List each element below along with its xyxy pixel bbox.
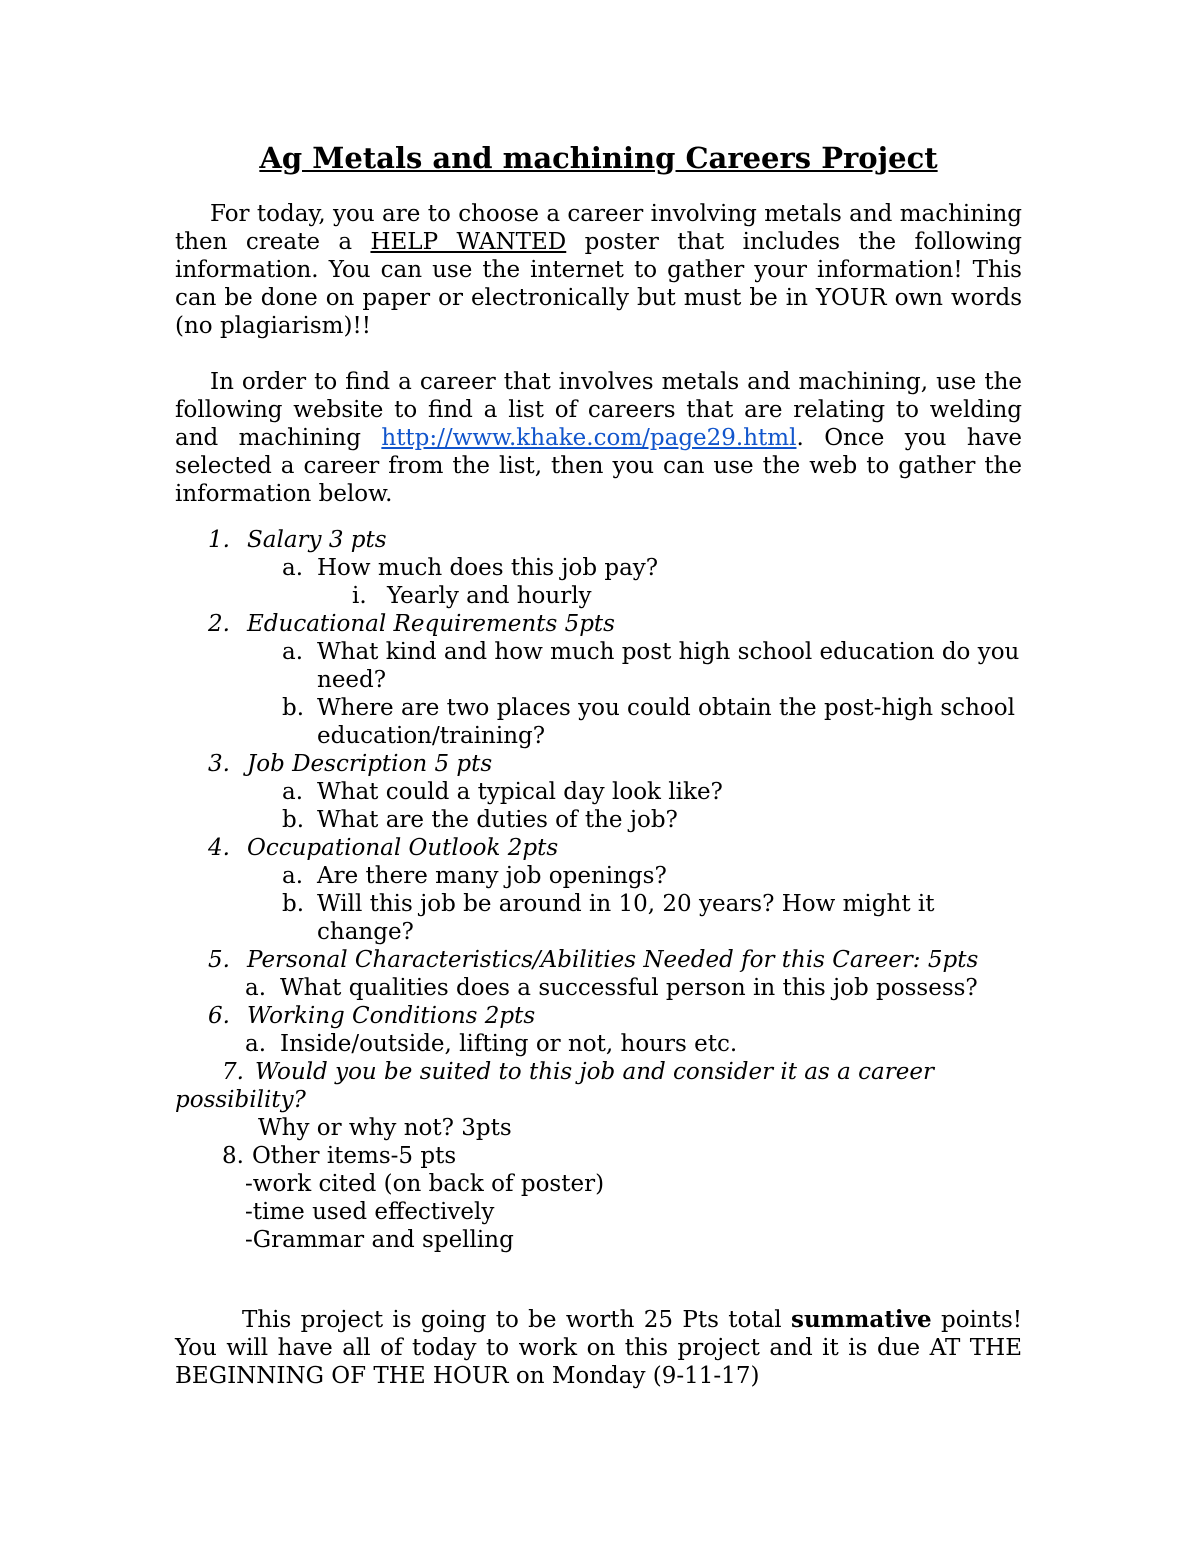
page-title [175, 140, 1022, 176]
outline-text: Are there many job openings? [317, 863, 667, 889]
outline-marker: b. [282, 807, 305, 833]
outline-marker: a. [245, 1031, 267, 1057]
outline-marker: b. [282, 695, 305, 721]
page-title-text: Ag Metals and machining Careers Project [259, 141, 938, 175]
outline-text: Salary 3 pts [247, 527, 387, 553]
footer-text-1: This project is going to be worth 25 Pts total [242, 1307, 792, 1333]
outline-item-outlook-b [175, 890, 1022, 946]
outline-item-job-description [175, 750, 1022, 778]
outline-item-outlook-a [175, 862, 1022, 890]
outline-item-outlook [175, 834, 1022, 862]
outline-text: What kind and how much post high school education do you need? [317, 639, 1020, 693]
outline-text: Occupational Outlook 2pts [247, 835, 559, 861]
outline-text: What are the duties of the job? [317, 807, 678, 833]
outline-text: -Grammar and spelling [245, 1227, 514, 1253]
outline-item-working-conditions-a [175, 1030, 1022, 1058]
footer-paragraph [175, 1306, 1022, 1390]
outline-item-education-a [175, 638, 1022, 694]
outline-text: Job Description 5 pts [247, 751, 493, 777]
outline-item-grammar [175, 1226, 1022, 1254]
outline-marker: 1. [208, 527, 230, 553]
outline-text: Would you be suited to this job and consider it as a career possibility? [175, 1059, 934, 1113]
requirements-outline [175, 526, 1022, 1254]
intro-text-2: poster that includes the following information. You can use the internet to gather your information! This can be done on paper or electronically but must be in YOUR own words (no plagiarism)!! [175, 229, 1022, 339]
outline-marker: 3. [208, 751, 230, 777]
outline-item-education-b [175, 694, 1022, 750]
outline-marker: 6. [208, 1003, 230, 1029]
outline-item-time-used [175, 1198, 1022, 1226]
help-wanted-underlined-text: HELP WANTED [370, 229, 567, 255]
footer-text-2: points! You will have all of today to work on this project and it is due AT THE BEGINNING OF THE HOUR on Monday (9-11-17) [175, 1307, 1022, 1389]
outline-item-education [175, 610, 1022, 638]
outline-marker: a. [282, 779, 304, 805]
website-text-2: . Once you have selected a career from the list, then you can use the web to gather the information below. [175, 425, 1022, 507]
outline-item-characteristics [175, 946, 1022, 974]
outline-marker: a. [282, 863, 304, 889]
outline-text: Will this job be around in 10, 20 years? How might it change? [317, 891, 935, 945]
outline-text: Other items-5 pts [252, 1143, 457, 1169]
outline-item-job-description-a [175, 778, 1022, 806]
outline-item-working-conditions [175, 1002, 1022, 1030]
outline-text: Educational Requirements 5pts [247, 611, 615, 637]
outline-marker: 4. [208, 835, 230, 861]
outline-text: -time used effectively [245, 1199, 495, 1225]
outline-item-characteristics-a [175, 974, 1022, 1002]
outline-text: Where are two places you could obtain the post-high school education/training? [317, 695, 1015, 749]
outline-marker: 7. [222, 1059, 244, 1085]
footer-bold-summative: summative [791, 1306, 932, 1333]
outline-text: What could a typical day look like? [317, 779, 723, 805]
outline-marker: 2. [208, 611, 230, 637]
outline-marker: 5. [208, 947, 230, 973]
outline-marker: b. [282, 891, 305, 917]
outline-item-other-items [175, 1142, 1022, 1170]
intro-paragraph [175, 200, 1022, 340]
outline-text: What qualities does a successful person in this job possess? [280, 975, 978, 1001]
outline-marker: a. [282, 639, 304, 665]
outline-text: How much does this job pay? [317, 555, 659, 581]
outline-text: Why or why not? 3pts [258, 1115, 512, 1141]
outline-marker: i. [352, 583, 367, 609]
outline-item-salary-a [175, 554, 1022, 582]
outline-text: -work cited (on back of poster) [245, 1171, 605, 1197]
outline-item-suited [175, 1058, 1022, 1114]
outline-item-work-cited [175, 1170, 1022, 1198]
outline-item-why-or-why-not [175, 1114, 1022, 1142]
outline-marker: 8. [222, 1143, 244, 1169]
outline-text: Inside/outside, lifting or not, hours etc. [280, 1031, 738, 1057]
outline-marker: a. [245, 975, 267, 1001]
outline-item-salary-a-i [175, 582, 1022, 610]
outline-item-salary [175, 526, 1022, 554]
outline-text: Working Conditions 2pts [247, 1003, 536, 1029]
intro-text-1: For today, you are to choose a career involving metals and machining then create a [175, 201, 1022, 255]
outline-item-job-description-b [175, 806, 1022, 834]
outline-text: Yearly and hourly [387, 583, 592, 609]
website-paragraph [175, 368, 1022, 508]
khake-hyperlink[interactable]: http://www.khake.com/page29.html [381, 425, 797, 451]
outline-marker: a. [282, 555, 304, 581]
outline-text: Personal Characteristics/Abilities Needed for this Career: 5pts [247, 947, 979, 973]
website-text-1: In order to find a career that involves metals and machining, use the following website to find a list of careers that are relating to welding and machining [175, 369, 1022, 451]
